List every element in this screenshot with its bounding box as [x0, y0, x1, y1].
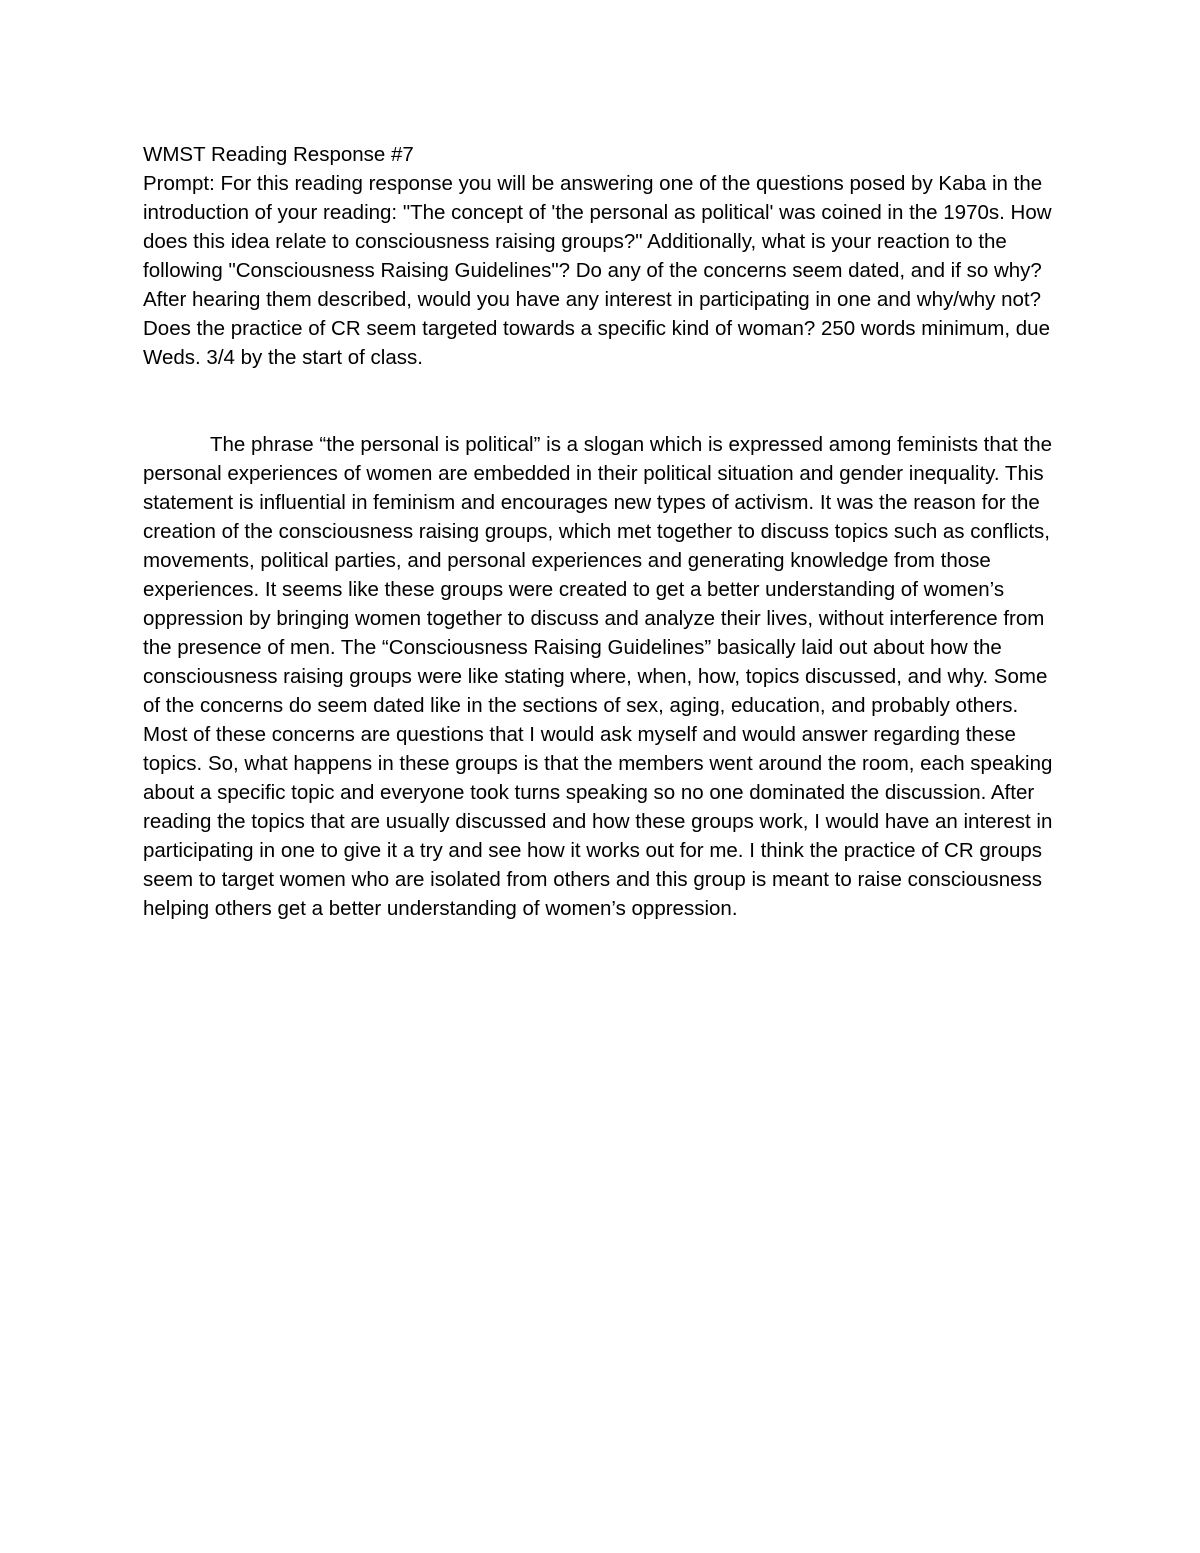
- prompt-paragraph: Prompt: For this reading response you will be answering one of the questions posed by Kaba in the introduction of your reading: "The concept of 'the personal as political' was coined in the 1970s. How does this idea relate to consciousness raising groups?" Additionally, what is your reaction to the following "Consciousness Raising Guidelines"? Do any of the concerns seem dated, and if so why? After hearing them described, would you have any interest in participating in one and why/why not? Does the practice of CR seem targeted towards a specific kind of woman? 250 words minimum, due Weds. 3/4 by the start of class.: [143, 172, 1052, 369]
- response-paragraph: The phrase “the personal is political” is a slogan which is expressed among feminists that the personal experiences of women are embedded in their political situation and gender inequality. This statement is influential in feminism and encourages new types of activism. It was the reason for the creation of the consciousness raising groups, which met together to discuss topics such as conflicts, movements, political parties, and personal experiences and generating knowledge from those experiences. It seems like these groups were created to get a better understanding of women’s oppression by bringing women together to discuss and analyze their lives, without interference from the presence of men. The “Consciousness Raising Guidelines” basically laid out about how the consciousness raising groups were like stating where, when, how, topics discussed, and why. Some of the concerns do seem dated like in the sections of sex, aging, education, and probably others. Most of these concerns are questions that I would ask myself and would answer regarding these topics. So, what happens in these groups is that the members went around the room, each speaking about a specific topic and everyone took turns speaking so no one dominated the discussion. After reading the topics that are usually discussed and how these groups work, I would have an interest in participating in one to give it a try and see how it works out for me. I think the practice of CR groups seem to target women who are isolated from others and this group is meant to raise consciousness helping others get a better understanding of women’s oppression.: [143, 433, 1053, 920]
- document-title: WMST Reading Response #7: [143, 143, 414, 166]
- document-content: [143, 140, 1068, 923]
- paragraph-spacer: [143, 372, 1068, 430]
